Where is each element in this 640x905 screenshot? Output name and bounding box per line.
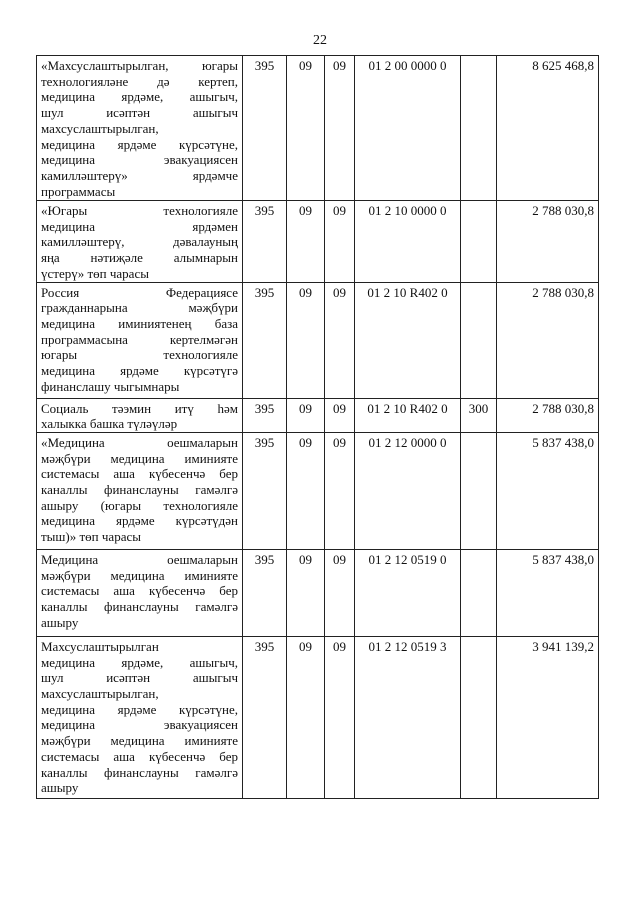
amount-cell: 2 788 030,8 — [497, 398, 599, 432]
item-name-line: каналлы финанслауны гамәлгә — [41, 482, 238, 498]
item-name-line: ашыру — [41, 780, 79, 796]
table-row — [37, 282, 599, 398]
item-name-line: мәҗбүри медицина иминияте — [41, 567, 238, 583]
target-article-cell: 01 2 12 0519 0 — [355, 549, 461, 636]
item-name-cell — [37, 398, 243, 432]
item-name-line: мәҗбүри медицина иминияте — [41, 450, 238, 466]
section-code-cell: 09 — [287, 549, 325, 636]
target-article-cell: 01 2 10 0000 0 — [355, 201, 461, 283]
expense-type-cell — [461, 636, 497, 798]
item-name-line: медицина ярдәме күрсәтүне, — [41, 136, 238, 152]
section-code-cell: 09 — [287, 636, 325, 798]
item-name-line: «Медицина оешмаларын — [41, 434, 238, 450]
expense-type-cell: 300 — [461, 398, 497, 432]
item-name-line: үстерү» төп чарасы — [41, 265, 149, 281]
item-name-line: ашыру — [41, 614, 79, 630]
expense-type-cell — [461, 432, 497, 549]
section-code-cell: 09 — [287, 201, 325, 283]
item-name-line: «Махсуслаштырылган, югары — [41, 58, 238, 73]
item-name-line: мәҗбүри медицина иминияте — [41, 733, 238, 749]
ministry-code-cell: 395 — [243, 636, 287, 798]
item-name-line: шул исәптән ашыгыч — [41, 670, 238, 686]
target-article-cell: 01 2 10 R402 0 — [355, 282, 461, 398]
item-name-cell — [37, 201, 243, 283]
item-name-line: камилләштерү» ярдәмче — [41, 167, 238, 183]
item-name-cell — [37, 282, 243, 398]
ministry-code-cell: 395 — [243, 549, 287, 636]
item-name-line: системасы аша күбесенчә бер — [41, 748, 238, 764]
ministry-code-cell: 395 — [243, 282, 287, 398]
item-name-line: каналлы финанслауны гамәлгә — [41, 764, 238, 780]
item-name-line: программасы — [41, 183, 116, 199]
item-name-line: Социаль тәэмин итү һәм — [41, 400, 238, 416]
section-code-cell: 09 — [287, 56, 325, 201]
item-name-line: медицина ярдәме, ашыгыч, — [41, 89, 238, 105]
table-row — [37, 201, 599, 283]
item-name-line: махсуслаштырылган, — [41, 120, 159, 136]
item-name-line: махсуслаштырылган, — [41, 686, 159, 702]
table-row — [37, 432, 599, 549]
item-name-line: программасына кертелмәгән — [41, 331, 238, 347]
amount-cell: 5 837 438,0 — [497, 549, 599, 636]
amount-cell: 3 941 139,2 — [497, 636, 599, 798]
item-name-line: камилләштерү, дәвалауның — [41, 234, 238, 250]
item-name-line: Махсуслаштырылган — [41, 638, 159, 654]
expense-type-cell — [461, 282, 497, 398]
expense-type-cell — [461, 549, 497, 636]
item-name-cell — [37, 432, 243, 549]
subsection-code-cell: 09 — [325, 636, 355, 798]
subsection-code-cell: 09 — [325, 56, 355, 201]
item-name-line: медицина ярдәмен — [41, 218, 238, 234]
item-name-line: гражданнарына мәҗбүри — [41, 300, 238, 316]
expense-type-cell — [461, 201, 497, 283]
section-code-cell: 09 — [287, 432, 325, 549]
amount-cell: 8 625 468,8 — [497, 56, 599, 201]
subsection-code-cell: 09 — [325, 432, 355, 549]
amount-cell: 5 837 438,0 — [497, 432, 599, 549]
ministry-code-cell: 395 — [243, 432, 287, 549]
expense-type-cell — [461, 56, 497, 201]
item-name-line: яңа нәтиҗәле алымнарын — [41, 250, 238, 266]
amount-cell: 2 788 030,8 — [497, 282, 599, 398]
item-name-line: тыш)» төп чарасы — [41, 529, 141, 545]
budget-table-body — [37, 56, 599, 799]
item-name-cell — [37, 56, 243, 201]
item-name-line: шул исәптән ашыгыч — [41, 105, 238, 121]
target-article-cell: 01 2 12 0519 3 — [355, 636, 461, 798]
target-article-cell: 01 2 00 0000 0 — [355, 56, 461, 201]
item-name-line: медицина ярдәме күрсәтүне, — [41, 701, 238, 717]
target-article-cell: 01 2 10 R402 0 — [355, 398, 461, 432]
subsection-code-cell: 09 — [325, 398, 355, 432]
item-name-line: медицина иминиятенең база — [41, 315, 238, 331]
ministry-code-cell: 395 — [243, 201, 287, 283]
subsection-code-cell: 09 — [325, 201, 355, 283]
table-row — [37, 549, 599, 636]
item-name-line: медицина ярдәме, ашыгыч, — [41, 654, 238, 670]
item-name-line: Медицина оешмаларын — [41, 551, 238, 567]
subsection-code-cell: 09 — [325, 549, 355, 636]
target-article-cell: 01 2 12 0000 0 — [355, 432, 461, 549]
section-code-cell: 09 — [287, 398, 325, 432]
item-name-line: системасы аша күбесенчә бер — [41, 466, 238, 482]
section-code-cell: 09 — [287, 282, 325, 398]
ministry-code-cell: 395 — [243, 398, 287, 432]
item-name-line: медицина эвакуациясен — [41, 152, 238, 168]
item-name-line: ашыру (югары технологияле — [41, 497, 238, 513]
item-name-line: халыкка башка түләүләр — [41, 416, 178, 432]
table-row — [37, 636, 599, 798]
item-name-line: финанслашу чыгымнары — [41, 378, 180, 394]
budget-table — [36, 55, 599, 799]
item-name-line: «Югары технологияле — [41, 203, 238, 218]
subsection-code-cell: 09 — [325, 282, 355, 398]
item-name-cell — [37, 636, 243, 798]
table-row — [37, 398, 599, 432]
item-name-line: югары технологияле — [41, 347, 238, 363]
item-name-line: медицина эвакуациясен — [41, 717, 238, 733]
item-name-line: технологияләне дә кертеп, — [41, 73, 238, 89]
item-name-line: каналлы финанслауны гамәлгә — [41, 599, 238, 615]
item-name-cell — [37, 549, 243, 636]
page-number: 22 — [313, 33, 327, 48]
amount-cell: 2 788 030,8 — [497, 201, 599, 283]
item-name-line: Россия Федерациясе — [41, 284, 238, 300]
item-name-line: системасы аша күбесенчә бер — [41, 583, 238, 599]
table-row — [37, 56, 599, 201]
ministry-code-cell: 395 — [243, 56, 287, 201]
item-name-line: медицина ярдәме күрсәтүдән — [41, 513, 238, 529]
item-name-line: медицина ярдәме күрсәтүгә — [41, 363, 238, 379]
